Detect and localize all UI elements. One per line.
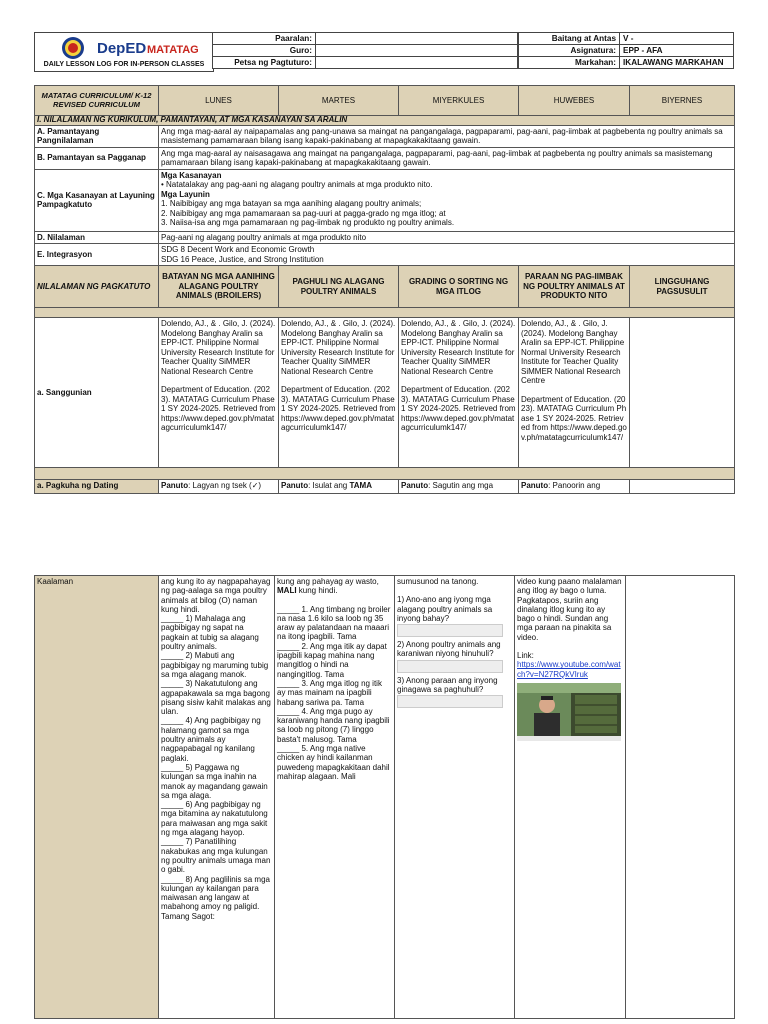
row-label: E. Integrasyon	[35, 244, 159, 266]
section-row	[35, 116, 735, 126]
petsa-input[interactable]	[316, 57, 518, 69]
day-header-row	[35, 86, 735, 116]
svg-text:DepED: DepED	[97, 40, 147, 57]
quiz-item: _____ 1. Ang timbang ng broiler na nasa 1.6 kilo sa loob ng 35 araw ay palatandaan na maaari na itong ipagbili. Tama	[277, 604, 391, 642]
header-left-table	[212, 32, 518, 69]
pamantayang-row	[35, 125, 735, 147]
header-right-table	[518, 32, 734, 69]
integrasyon-item: SDG 8 Decent Work and Economic Growth	[161, 245, 315, 254]
panuto-cell-empty	[630, 480, 735, 494]
markahan-value[interactable]: IKALAWANG MARKAHAN	[620, 57, 734, 69]
quiz-item: _____ 2) Mabuti ang pagbibigay ng maruming tubig sa mga alagang manok.	[161, 651, 269, 679]
row-content	[159, 169, 735, 231]
row-content: Pag-aani ng alagang poultry animals at mga produkto nito	[159, 231, 735, 244]
panuto-text: : Isulat ang	[308, 481, 350, 490]
instruction-text: video kung paano malalaman ang itlog ay bago o luma. Pagkatapos, suriin ang dinalang itlog kung ito ay bago o hindi. Sundan ang mga paraan na pinakita sa video.	[517, 577, 622, 642]
field-label: Markahan:	[519, 57, 620, 69]
sanggunian-cell	[279, 318, 399, 468]
deped-seal-icon	[61, 36, 85, 60]
spacer-band	[35, 468, 735, 480]
field-petsa	[213, 57, 518, 69]
row-label: B. Pamantayan sa Pagganap	[35, 147, 159, 169]
day-header: LUNES	[159, 86, 279, 116]
quiz-item: _____ 3) Nakatutulong ang agpapakawala sa mga bagong pisang sisiw kahit malakas ang ulan.	[161, 679, 271, 717]
layunin-item: 3. Naiisa-isa ang mga pamamaraan ng pag-iimbak ng produkto ng poultry animals.	[161, 218, 455, 227]
quiz-item: _____ 6) Ang pagbibigay ng mga bitamina ay nakatutulong para maiwasan ang mga sakit ng mga alagang hayop.	[161, 800, 268, 838]
reference-text: Dolendo, AJ., & . Gilo, J. (2024). Modelong Banghay Aralin sa EPP-ICT. Philippine Normal University Research Institute for Teacher Quality SiMMER National Research Centre	[521, 319, 625, 385]
topic-cell: GRADING O SORTING NG MGA ITLOG	[399, 266, 519, 308]
panuto-label: Panuto	[281, 481, 309, 490]
curriculum-corner: MATATAG CURRICULUM/ K-12 REVISED CURRICULUM	[35, 86, 159, 116]
panuto-label: Panuto	[401, 481, 429, 490]
panuto-label: Panuto	[161, 481, 189, 490]
sanggunian-cell	[519, 318, 630, 468]
quiz-item: _____ 3. Ang mga itlog ng itik ay mas mainam na ipagbili habang sariwa pa. Tama	[277, 678, 382, 707]
pagganap-row	[35, 147, 735, 169]
topic-cell: LINGGUHANG PAGSUSULIT	[630, 266, 735, 308]
field-markahan	[519, 57, 734, 69]
field-label: Paaralan:	[213, 33, 316, 45]
day-header: BIYERNES	[630, 86, 735, 116]
row-label: Kaalaman	[35, 576, 159, 1019]
panuto-text: : Panoorin ang	[548, 481, 601, 490]
sanggunian-row	[35, 318, 735, 468]
row-content: Ang mga mag-aaral ay naipapamalas ang pang-unawa sa maingat na pangangalaga, pagpaparami, pag-aani, pag-iimbak at pagbebenta ng poultry animals sa masistemang pamamaraan bilang isang kapaki-pakinabang at mapagkakakitaang gawain.	[159, 125, 735, 147]
thursday-content	[515, 576, 626, 1019]
reference-text: Dolendo, AJ., & . Gilo, J. (2024). Modelong Banghay Aralin sa EPP-ICT. Philippine Normal University Research Institute for Teacher Quality SiMMER National Research Centre	[161, 319, 276, 376]
day-header: MIYERKULES	[399, 86, 519, 116]
panuto-cell	[399, 480, 519, 494]
quiz-item: _____ 5) Paggawa ng kulungan sa mga inahin na manok ay magandang gawain sa mga alaga.	[161, 762, 268, 800]
integrasyon-item: SDG 16 Peace, Justice, and Strong Institution	[161, 254, 324, 264]
deped-brand-logo	[95, 39, 149, 57]
tama-keyword: TAMA	[349, 481, 372, 490]
tuesday-content	[275, 576, 395, 1019]
row-label: D. Nilalaman	[35, 231, 159, 244]
sanggunian-cell-empty	[630, 318, 735, 468]
video-link[interactable]: https://www.youtube.com/watch?v=N27RQkVIruk	[517, 660, 621, 679]
topic-row	[35, 266, 735, 308]
day-header: HUWEBES	[519, 86, 630, 116]
answer-field[interactable]	[397, 660, 503, 673]
question-text: 1) Ano-ano ang iyong mga alagang poultry animals sa inyong bahay?	[397, 595, 493, 623]
svg-text:MATATAG: MATATAG	[147, 44, 199, 56]
monday-content	[159, 576, 275, 1019]
panuto-cell	[159, 480, 279, 494]
video-thumbnail-image[interactable]	[517, 683, 621, 741]
topic-cell: PAGHULI NG ALAGANG POULTRY ANIMALS	[279, 266, 399, 308]
quiz-item: _____ 8) Ang paglilinis sa mga kulungan ay kailangan para maiwasan ang langaw at mabahong amoy ng paligid.	[161, 874, 270, 912]
layunin-item: 2. Naibibigay ang mga pamamaraan sa pag-uuri at pagga-grado ng mga itlog; at	[161, 208, 446, 218]
matatag-logo	[147, 42, 211, 56]
reference-text: Department of Education. (2023). MATATAG Curriculum Phase 1 SY 2024-2025. Retrieved from https://www.deped.gov.ph/matatagcurriculumk147/	[161, 385, 276, 432]
answer-field[interactable]	[397, 624, 503, 637]
nilalaman-row	[35, 231, 735, 244]
topic-cell: BATAYAN NG MGA AANIHING ALAGANG POULTRY ANIMALS (BROILERS)	[159, 266, 279, 308]
kasanayan-item: • Natatalakay ang pag-aani ng alagang poultry animals at mga produkto nito.	[161, 180, 433, 189]
question-text: 2) Anong poultry animals ang karaniwan niyong hinuhuli?	[397, 640, 501, 659]
day-header: MARTES	[279, 86, 399, 116]
quiz-item: _____ 2. Ang mga itik ay dapat ipagbili kapag mahina nang mangitlog o hindi na nangingitlog. Tama	[277, 641, 387, 679]
lesson-log-table	[34, 85, 735, 494]
link-label: Link:	[517, 651, 534, 661]
topic-cell: PARAAN NG PAG-IIMBAK NG POULTRY ANIMALS AT PRODUKTO NITO	[519, 266, 630, 308]
quiz-item: _____ 5. Ang mga native chicken ay hindi kailanman puwedeng mapagkakitaan dahil mahirap alagaan. Mali	[277, 744, 390, 781]
kaalaman-row	[35, 576, 735, 1019]
panuto-cell	[519, 480, 630, 494]
row-label: a. Pagkuha ng Dating	[35, 480, 159, 494]
reference-text: Department of Education. (2023). MATATAG Curriculum Phase 1 SY 2024-2025. Retrieved from https://www.deped.gov.ph/matatagcurriculumk147/	[521, 394, 627, 442]
instruction-text	[277, 577, 392, 596]
field-label: Petsa ng Pagtuturo:	[213, 57, 316, 69]
baitang-value[interactable]: V -	[620, 33, 734, 45]
lesson-log-table-continued	[34, 575, 735, 1019]
row-label: C. Mga Kasanayan at Layuning Pampagkatuto	[35, 169, 159, 231]
quiz-item: _____ 4. Ang mga pugo ay karaniwang handa nang ipagbili sa loob ng pitong (7) linggo basta't malusog. Tama	[277, 706, 390, 744]
panuto-text: : Sagutin ang mga	[428, 481, 494, 490]
sanggunian-cell	[399, 318, 519, 468]
spacer-row	[35, 468, 735, 480]
row-content: Ang mga mag-aaral ay naisasagawa ang maingat na pangangalaga, pagpaparami, pag-aani, pag-iimbak at pagbebenta ng poultry animals sa masistemang pamamaraan bilang isang kapaki-pakinabang at mapagkakakitaang gawain.	[159, 147, 735, 169]
layunin-heading: Mga Layunin	[161, 189, 210, 199]
panuto-cell	[279, 480, 399, 494]
section-heading: I. NILALAMAN NG KURIKULUM, PAMANTAYAN, AT MGA KASANAYAN SA ARALIN	[35, 116, 735, 126]
field-label: Asignatura:	[519, 45, 620, 57]
reference-text: Dolendo, AJ., & . Gilo, J. (2024). Modelong Banghay Aralin sa EPP-ICT. Philippine Normal University Research Institute for Teacher Quality SiMMER National Research Centre	[401, 319, 516, 376]
row-label: a. Sanggunian	[35, 318, 159, 468]
field-paaralan	[213, 33, 518, 45]
integrasyon-row	[35, 244, 735, 266]
reference-text: Department of Education. (2023). MATATAG Curriculum Phase 1 SY 2024-2025. Retrieved from https://www.deped.gov.ph/matatagcurriculumk147/	[401, 385, 516, 432]
row-content	[159, 244, 735, 266]
row-label: NILALAMAN NG PAGKATUTO	[35, 266, 159, 308]
instruction-pre: kung ang pahayag ay wasto,	[277, 577, 379, 586]
mali-keyword: MALI	[277, 586, 297, 596]
quiz-item: _____ 4) Ang pagbibigay ng halamang gamot sa mga poultry animals ay nagpapabagal ng kanilang paglaki.	[161, 716, 261, 763]
field-label: Baitang at Antas	[519, 33, 620, 45]
quiz-item: _____ 7) Panatilihing nakabukas ang mga kulungan ng poultry animals umaga man o gabi.	[161, 837, 271, 875]
field-guro	[213, 45, 518, 57]
layunin-item: 1. Naibibigay ang mga batayan sa mga aanihing alagang poultry animals;	[161, 199, 422, 208]
field-label: Guro:	[213, 45, 316, 57]
friday-content-empty	[626, 576, 735, 1019]
instruction-post: kung hindi.	[296, 586, 338, 596]
question-text: 3) Anong paraan ang inyong ginagawa sa paghuhuli?	[397, 675, 498, 695]
instruction-text: ang kung ito ay nagpapahayag ng pag-aalaga sa mga poultry animals at bilog (O) naman kung hindi.	[161, 577, 271, 614]
panuto-text: : Lagyan ng tsek (✓)	[188, 481, 262, 490]
kasanayan-row	[35, 169, 735, 231]
guro-input[interactable]	[316, 45, 518, 57]
spacer-row	[35, 308, 735, 318]
sanggunian-cell	[159, 318, 279, 468]
quiz-item: _____ 1) Mahalaga ang pagbibigay ng sapat na pagkain at tubig sa alagang poultry animals.	[161, 614, 259, 652]
reference-text: Department of Education. (2023). MATATAG Curriculum Phase 1 SY 2024-2025. Retrieved from https://www.deped.gov.ph/matatagcurriculumk147/	[281, 385, 396, 432]
kasanayan-heading: Mga Kasanayan	[161, 170, 222, 180]
pagkuha-row	[35, 480, 735, 494]
doc-type-label: DAILY LESSON LOG FOR IN-PERSON CLASSES	[43, 61, 205, 68]
panuto-label: Panuto	[521, 481, 549, 490]
reference-text: Dolendo, AJ., & . Gilo, J. (2024). Modelong Banghay Aralin sa EPP-ICT. Philippine Normal University Research Institute for Teacher Quality SiMMER National Research Centre	[281, 319, 396, 376]
instruction-text: sumusunod na tanong.	[397, 577, 479, 586]
logo-area	[34, 32, 214, 72]
wednesday-content	[395, 576, 515, 1019]
asignatura-value[interactable]: EPP - AFA	[620, 45, 734, 57]
answer-key-label: Tamang Sagot:	[161, 911, 215, 921]
spacer-band	[35, 308, 735, 318]
paaralan-input[interactable]	[316, 33, 518, 45]
field-baitang	[519, 33, 734, 45]
row-label: A. Pamantayang Pangnilalaman	[35, 125, 159, 147]
field-asignatura	[519, 45, 734, 57]
answer-field[interactable]	[397, 695, 503, 708]
